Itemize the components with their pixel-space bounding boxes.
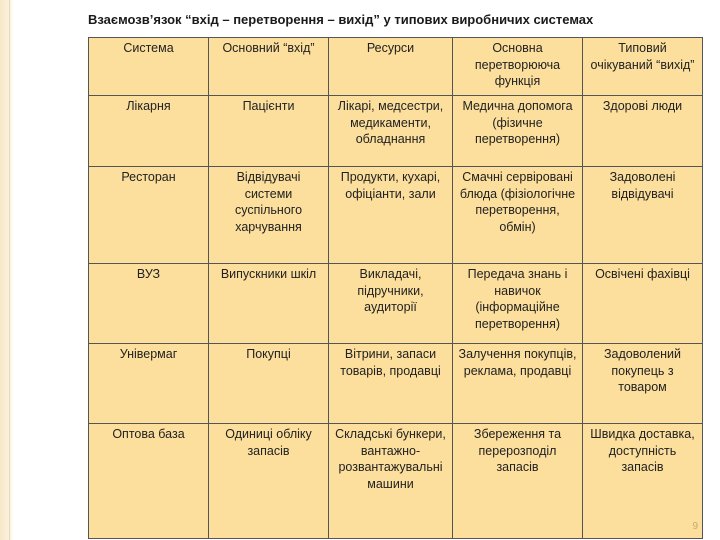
table-cell: Медична допомога (фізичне перетворення) — [453, 96, 583, 167]
table-cell: Відвідувачі системи суспільного харчування — [209, 167, 329, 264]
systems-table — [88, 37, 703, 539]
decorative-left-stripe — [0, 0, 14, 540]
table-cell: Лікарі, медсестри, медикаменти, обладнання — [329, 96, 453, 167]
header-function: Основна перетворююча функція — [453, 38, 583, 96]
table-cell: Лікарня — [89, 96, 209, 167]
decorative-left-line — [9, 0, 10, 540]
table-cell: Викладачі, підручники, аудиторії — [329, 264, 453, 344]
table-cell: Задоволений покупець з товаром — [583, 344, 703, 424]
table-cell: ВУЗ — [89, 264, 209, 344]
table-cell: Вітрини, запаси товарів, продавці — [329, 344, 453, 424]
header-system: Система — [89, 38, 209, 96]
table-row — [89, 167, 703, 264]
table-cell: Складські бункери, вантажно-розвантажувальні машини — [329, 424, 453, 539]
table-row — [89, 424, 703, 539]
table-cell: Продукти, кухарі, офіціанти, зали — [329, 167, 453, 264]
table-row — [89, 344, 703, 424]
table-row — [89, 264, 703, 344]
table-cell: Залучення покупців, реклама, продавці — [453, 344, 583, 424]
header-output: Типовий очікуваний “вихід” — [583, 38, 703, 96]
table-cell: Збереження та перерозподіл запасів — [453, 424, 583, 539]
table-cell: Смачні сервіровані блюда (фізіологічне перетворення, обмін) — [453, 167, 583, 264]
table-cell: Здорові люди — [583, 96, 703, 167]
slide-title: Взаємозв’язок “вхід – перетворення – вихід” у типових виробничих системах — [88, 12, 594, 27]
table-header-row — [89, 38, 703, 96]
table-cell: Випускники шкіл — [209, 264, 329, 344]
table-cell: Оптова база — [89, 424, 209, 539]
table-cell: Передача знань і навичок (інформаційне перетворення) — [453, 264, 583, 344]
table-cell: Покупці — [209, 344, 329, 424]
header-input: Основний “вхід” — [209, 38, 329, 96]
page-number: 9 — [692, 521, 698, 532]
table-cell: Одиниці обліку запасів — [209, 424, 329, 539]
table-cell: Задоволені відвідувачі — [583, 167, 703, 264]
table-cell: Ресторан — [89, 167, 209, 264]
table-row — [89, 96, 703, 167]
table-cell: Швидка доставка, доступність запасів — [583, 424, 703, 539]
header-resources: Ресурси — [329, 38, 453, 96]
table-cell: Пацієнти — [209, 96, 329, 167]
table-cell: Освічені фахівці — [583, 264, 703, 344]
table-cell: Універмаг — [89, 344, 209, 424]
